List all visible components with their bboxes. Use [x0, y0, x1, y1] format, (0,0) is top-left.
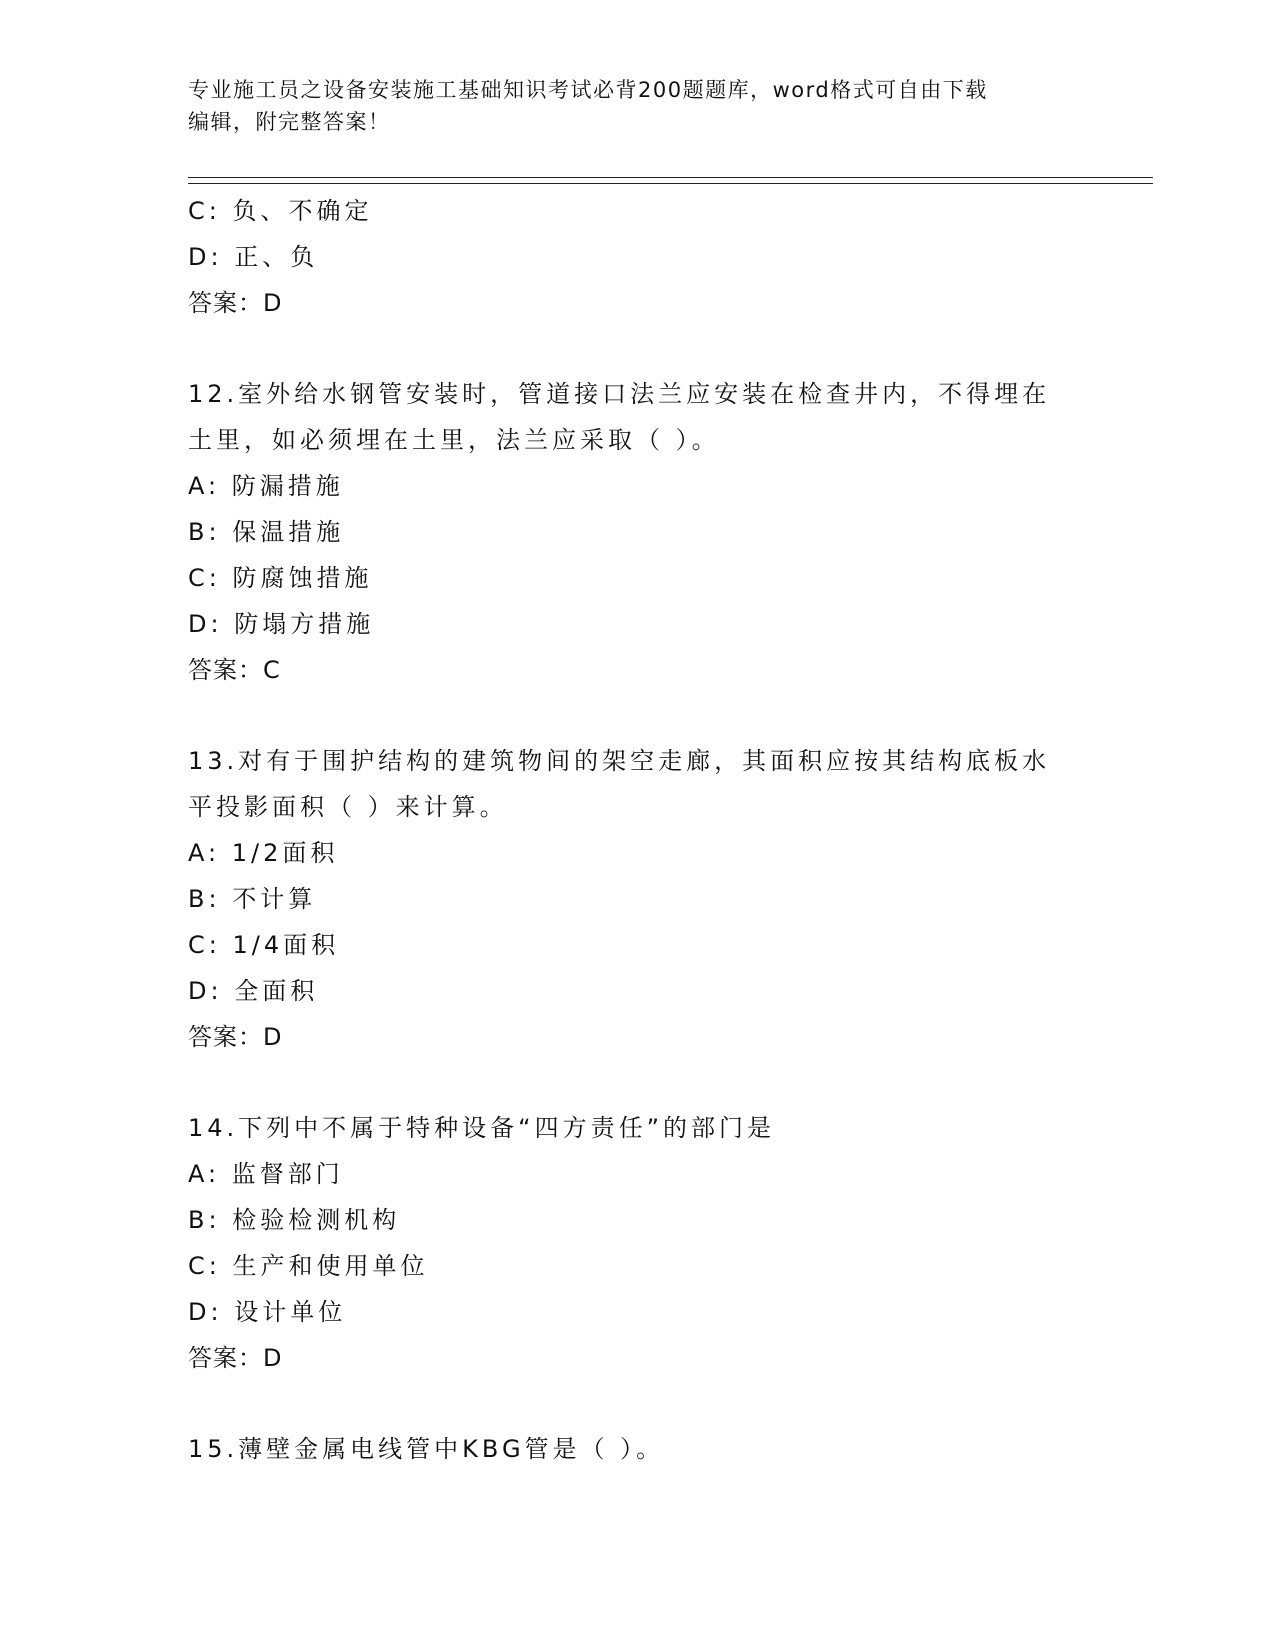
- option-letter: D:: [188, 610, 223, 638]
- option-text: 正、负: [234, 243, 319, 271]
- header-line-1: 专业施工员之设备安装施工基础知识考试必背200题题库，word格式可自由下载: [188, 78, 988, 102]
- option-text: 检验检测机构: [232, 1206, 401, 1234]
- option-letter: C:: [188, 564, 221, 592]
- option-text: 防腐蚀措施: [232, 564, 373, 592]
- question-text: 15.薄壁金属电线管中KBG管是（ ）。: [188, 1435, 665, 1463]
- option-text: 1/4面积: [232, 931, 340, 959]
- option-b: [188, 1197, 1088, 1243]
- option-c: [188, 922, 1088, 968]
- option-text: 1/2面积: [231, 839, 339, 867]
- option-letter: B:: [188, 1206, 221, 1234]
- option-d: [188, 1289, 1088, 1335]
- question-gap: [188, 693, 1088, 738]
- document-header: [188, 74, 1068, 138]
- option-letter: C:: [188, 197, 221, 225]
- answer-line: 答案：D: [188, 1344, 283, 1372]
- header-line-2: 编辑，附完整答案！: [188, 110, 391, 134]
- option-c: [188, 1243, 1088, 1289]
- answer-line: 答案：C: [188, 656, 281, 684]
- option-b: [188, 509, 1088, 555]
- question-fragment: [188, 188, 1088, 326]
- option-text: 全面积: [234, 977, 319, 1005]
- option-d: [188, 601, 1088, 647]
- option-text: 设计单位: [234, 1298, 347, 1326]
- question-13: [188, 738, 1088, 1060]
- question-text: 13.对有于围护结构的建筑物间的架空走廊，其面积应按其结构底板水: [188, 747, 1051, 775]
- option-text: 防漏措施: [231, 472, 344, 500]
- option-letter: D:: [188, 977, 223, 1005]
- option-c: [188, 555, 1088, 601]
- option-text: 保温措施: [232, 518, 345, 546]
- option-text: 负、不确定: [232, 197, 373, 225]
- option-a: [188, 463, 1088, 509]
- option-text: 防塌方措施: [234, 610, 375, 638]
- option-letter: C:: [188, 931, 221, 959]
- answer-line: 答案：D: [188, 289, 283, 317]
- option-letter: B:: [188, 518, 221, 546]
- option-letter: B:: [188, 885, 221, 913]
- option-text: 生产和使用单位: [232, 1252, 429, 1280]
- option-d: [188, 968, 1088, 1014]
- option-a: [188, 830, 1088, 876]
- answer-line: 答案：D: [188, 1023, 283, 1051]
- option-text: 不计算: [232, 885, 317, 913]
- option-letter: D:: [188, 1298, 223, 1326]
- option-letter: A:: [188, 839, 221, 867]
- question-text: 土里，如必须埋在土里，法兰应采取（ ）。: [188, 426, 720, 454]
- header-divider-top: [188, 177, 1153, 178]
- option-b: [188, 876, 1088, 922]
- question-text: 12.室外给水钢管安装时，管道接口法兰应安装在检查井内，不得埋在: [188, 380, 1051, 408]
- question-12: [188, 371, 1088, 693]
- option-letter: D:: [188, 243, 223, 271]
- question-text: 14.下列中不属于特种设备“四方责任”的部门是: [188, 1114, 776, 1142]
- question-list: [188, 188, 1088, 1472]
- option-letter: C:: [188, 1252, 221, 1280]
- option-text: 监督部门: [231, 1160, 344, 1188]
- option-d: [188, 234, 1088, 280]
- option-letter: A:: [188, 472, 221, 500]
- option-c: [188, 188, 1088, 234]
- header-divider-bottom: [188, 183, 1153, 184]
- question-gap: [188, 1060, 1088, 1105]
- question-gap: [188, 1381, 1088, 1426]
- option-letter: A:: [188, 1160, 221, 1188]
- question-15: [188, 1426, 1088, 1472]
- question-14: [188, 1105, 1088, 1381]
- question-gap: [188, 326, 1088, 371]
- question-text: 平投影面积（ ）来计算。: [188, 793, 508, 821]
- option-a: [188, 1151, 1088, 1197]
